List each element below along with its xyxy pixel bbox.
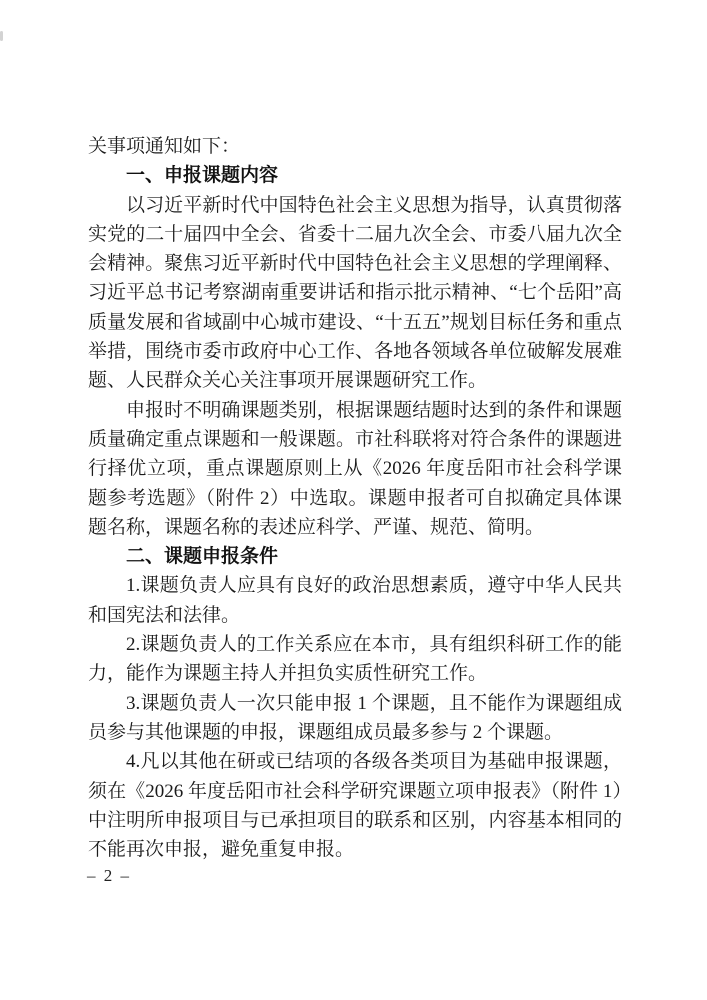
section-2-item-2: 2.课题负责人的工作关系应在本市，具有组织科研工作的能力，能作为课题主持人并担负实质性研究工作。 — [88, 634, 622, 685]
scan-artifact — [0, 31, 3, 41]
section-1-paragraph-2: 申报时不明确课题类别，根据课题结题时达到的条件和课题质量确定重点课题和一般课题。市社科联将对符合条件的课题进行择优立项，重点课题原则上从《2026 年度岳阳市社会科学课题参考选题》（附件 2）中选取。课题申报者可自拟确定具体课题名称，课题名称的表述应科学、严谨、规范、简明。 — [88, 399, 622, 538]
section-1-heading: 一、申报课题内容 — [126, 165, 279, 187]
section-2-heading: 二、课题申报条件 — [126, 546, 279, 568]
section-2-item-3: 3.课题负责人一次只能申报 1 个课题，且不能作为课题组成员参与其他课题的申报，课题组成员最多参与 2 个课题。 — [88, 692, 622, 743]
section-2-item-1: 1.课题负责人应具有良好的政治思想素质，遵守中华人民共和国宪法和法律。 — [88, 575, 622, 626]
section-2-item-4: 4.凡以其他在研或已结项的各级各类项目为基础申报课题，须在《2026 年度岳阳市社会科学研究课题立项申报表》（附件 1）中注明所申报项目与已承担项目的联系和区别，内容基本相同的不能再次申报，避免重复申报。 — [88, 751, 622, 861]
section-1-paragraph-1: 以习近平新时代中国特色社会主义思想为指导，认真贯彻落实党的二十届四中全会、省委十二届九次全会、市委八届九次全会精神。聚焦习近平新时代中国特色社会主义思想的学理阐释、习近平总书记考察湖南重要讲话和指示批示精神、“七个岳阳”高质量发展和省域副中心城市建设、“十五五”规划目标任务和重点举措，围绕市委市政府中心工作、各地各领域各单位破解发展难题、人民群众关心关注事项开展课题研究工作。 — [88, 194, 622, 392]
intro-line: 关事项通知如下： — [88, 136, 241, 157]
page-number: – 2 – — [87, 866, 131, 885]
document-body — [88, 132, 622, 864]
